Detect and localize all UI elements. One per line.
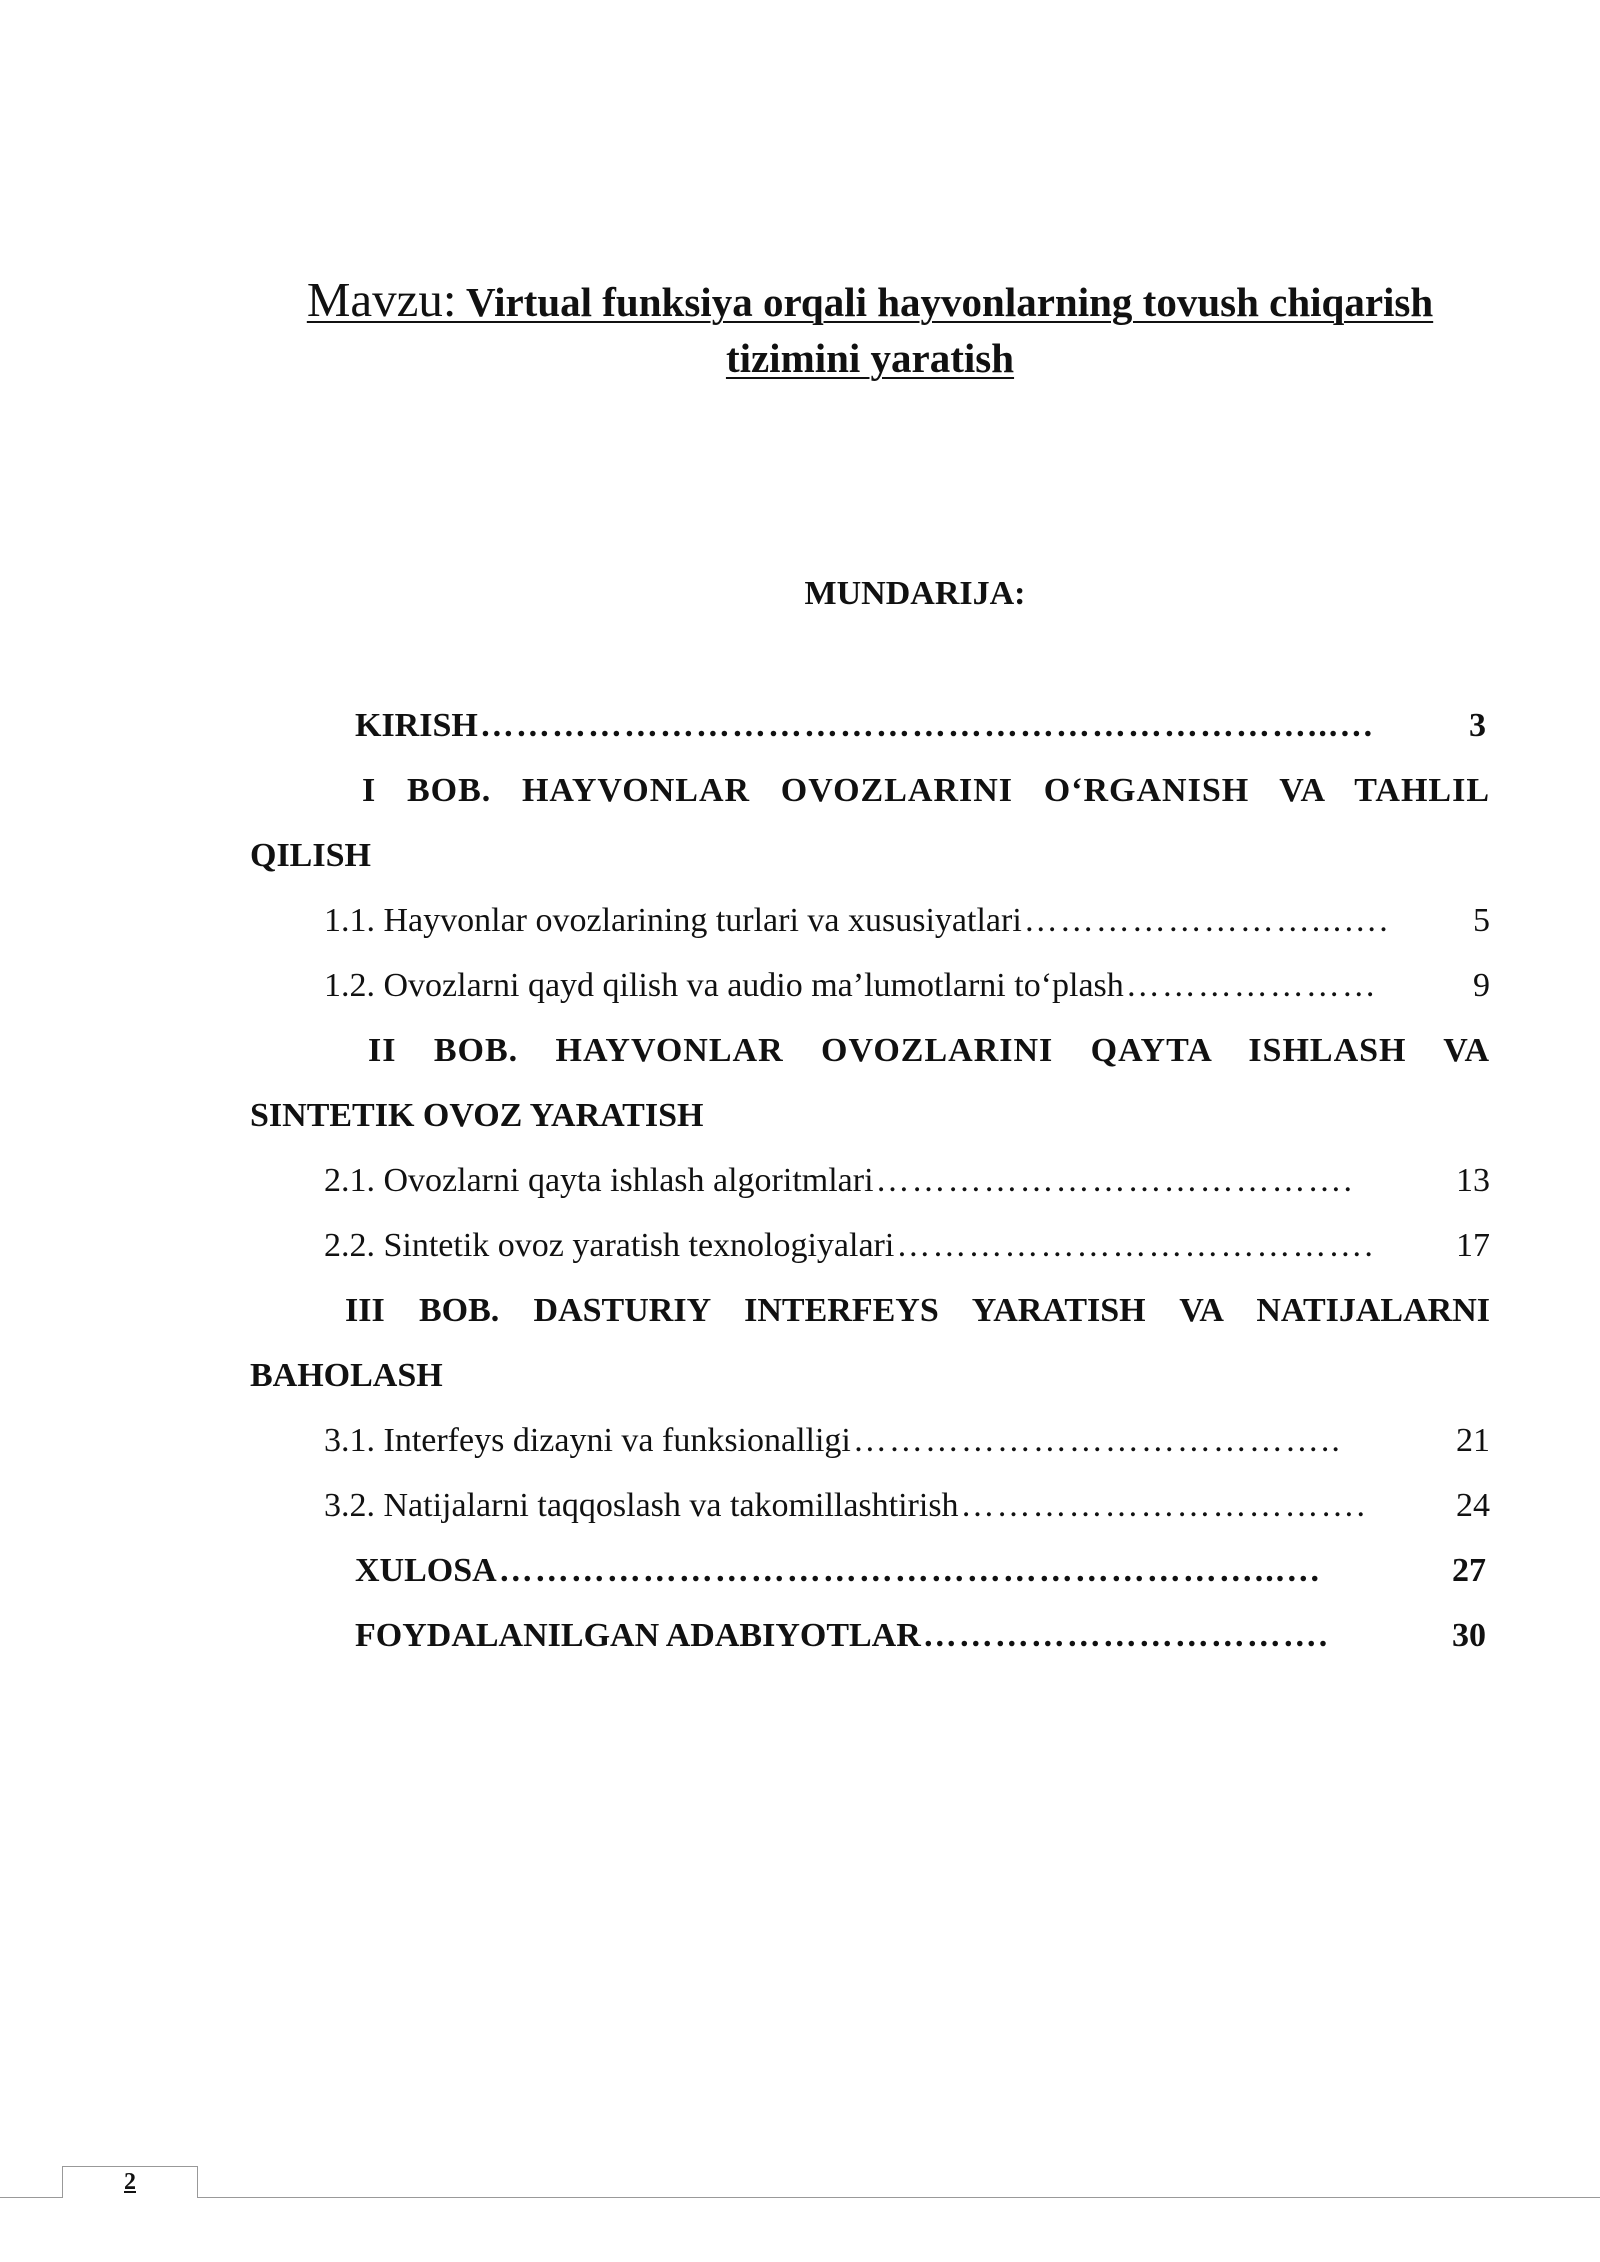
- toc-chapter-1[interactable]: I BOB. HAYVONLAR OVOZLARINI O‘RGANISH VA TAHLIL: [362, 772, 1490, 809]
- toc-page-number: 27: [1452, 1552, 1486, 1589]
- toc-chapter-3-continuation: BAHOLASH: [250, 1357, 443, 1394]
- toc-entry-3-2[interactable]: [250, 1473, 1490, 1538]
- toc-page-number: 5: [1473, 902, 1490, 939]
- toc-page-number: 17: [1456, 1227, 1490, 1264]
- title-rest: Virtual funksiya orqali hayvonlarning tovush chiqarish: [456, 279, 1434, 325]
- toc-dot-leader: ……………………...….: [1023, 902, 1390, 939]
- toc-entry-label: FOYDALANILGAN ADABIYOTLAR: [355, 1617, 921, 1654]
- page-number: 2: [124, 2169, 136, 2195]
- toc-dot-leader: ………………………………………………………...…: [498, 1552, 1323, 1589]
- toc-entry-2-2[interactable]: [250, 1213, 1490, 1278]
- toc-entry-kirish[interactable]: [250, 693, 1490, 758]
- toc-entry-adabiyotlar[interactable]: [250, 1603, 1490, 1668]
- toc-entry-1-1[interactable]: [250, 888, 1490, 953]
- toc-entry-1-2[interactable]: [250, 953, 1490, 1018]
- title-line-2: tizimini yaratish: [725, 335, 1015, 381]
- toc-entry-label: XULOSA: [355, 1552, 497, 1589]
- toc-entry-label: 2.2. Sintetik ovoz yaratish texnologiyalari: [324, 1227, 895, 1264]
- toc-chapter-2[interactable]: II BOB. HAYVONLAR OVOZLARINI QAYTA ISHLASH VA: [368, 1032, 1490, 1069]
- toc-entry-label: 3.1. Interfeys dizayni va funksionalligi: [324, 1422, 851, 1459]
- toc-dot-leader: …………………………………..: [852, 1422, 1342, 1459]
- toc-dot-leader: …………………………….: [960, 1487, 1368, 1524]
- toc-dot-leader: ………………………………….: [896, 1227, 1375, 1264]
- toc-page-number: 30: [1452, 1617, 1486, 1654]
- document-title: [250, 272, 1490, 386]
- toc-page-number: 3: [1469, 707, 1486, 744]
- toc-entry-label: 1.2. Ovozlarni qayd qilish va audio ma’lumotlarni to‘plash: [324, 967, 1124, 1004]
- toc-dot-leader: ………………………………….: [875, 1162, 1355, 1199]
- toc-page-number: 13: [1456, 1162, 1490, 1199]
- toc-entry-label: KIRISH: [355, 707, 478, 744]
- toc-entry-label: 3.2. Natijalarni taqqoslash va takomillashtirish: [324, 1487, 959, 1524]
- toc-dot-leader: …………………: [1125, 967, 1378, 1004]
- toc-chapter-2-continuation: SINTETIK OVOZ YARATISH: [250, 1097, 704, 1134]
- toc-entry-2-1[interactable]: [250, 1148, 1490, 1213]
- toc-page-number: 24: [1456, 1487, 1490, 1524]
- toc-page-number: 21: [1456, 1422, 1490, 1459]
- page-number-box: [62, 2166, 198, 2198]
- toc-page-number: 9: [1473, 967, 1490, 1004]
- toc-entry-xulosa[interactable]: [250, 1538, 1490, 1603]
- toc-dot-leader: …………………………….: [922, 1617, 1330, 1654]
- toc-entry-label: 1.1. Hayvonlar ovozlarining turlari va xususiyatlari: [324, 902, 1022, 939]
- toc-entry-label: 2.1. Ovozlarni qayta ishlash algoritmlari: [324, 1162, 874, 1199]
- toc-entry-3-1[interactable]: [250, 1408, 1490, 1473]
- footer-divider: [0, 2197, 1600, 2198]
- toc-chapter-1-continuation: QILISH: [250, 837, 371, 874]
- title-lead: Mavzu:: [306, 272, 457, 327]
- toc-dot-leader: ……………………………………………………………...…: [479, 707, 1376, 744]
- table-of-contents: [250, 693, 1490, 1668]
- toc-heading: MUNDARIJA:: [804, 575, 1026, 612]
- toc-chapter-3[interactable]: III BOB. DASTURIY INTERFEYS YARATISH VA NATIJALARNI: [345, 1292, 1490, 1329]
